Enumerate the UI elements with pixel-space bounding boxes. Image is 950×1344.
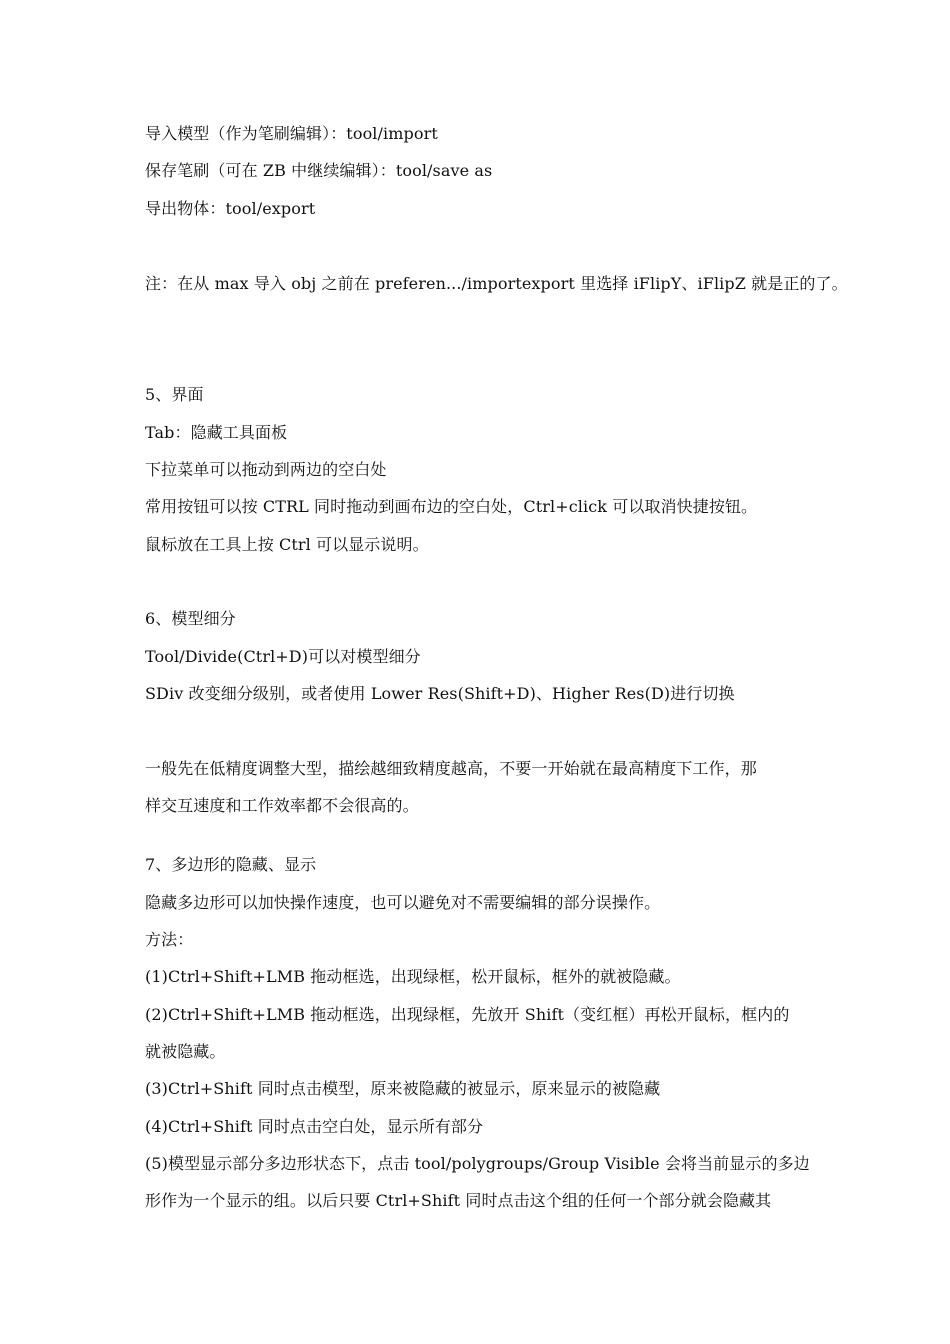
interface-item: Tab：隐藏工具面板 [145,423,288,442]
interface-item: 鼠标放在工具上按 Ctrl 可以显示说明。 [145,535,429,554]
method-item: (1)Ctrl+Shift+LMB 拖动框选，出现绿框，松开鼠标，框外的就被隐藏。 [145,967,681,986]
method-item-continuation: 就被隐藏。 [145,1042,226,1061]
method-item: (3)Ctrl+Shift 同时点击模型，原来被隐藏的被显示，原来显示的被隐藏 [145,1079,661,1098]
polygon-hide-intro: 隐藏多边形可以加快操作速度，也可以避免对不需要编辑的部分误操作。 [145,893,661,912]
method-item: (4)Ctrl+Shift 同时点击空白处，显示所有部分 [145,1117,484,1136]
import-model-line: 导入模型（作为笔刷编辑）：tool/import [145,124,438,143]
method-item: (5)模型显示部分多边形状态下，点击 tool/polygroups/Group Visible 会将当前显示的多边 [145,1154,810,1173]
subdivision-paragraph-line: 一般先在低精度调整大型，描绘越细致精度越高，不要一开始就在最高精度下工作，那 [145,759,757,778]
interface-item: 常用按钮可以按 CTRL 同时拖动到画布边的空白处，Ctrl+click 可以取消快捷按钮。 [145,497,758,516]
method-label: 方法： [145,930,194,949]
interface-item: 下拉菜单可以拖动到两边的空白处 [145,460,387,479]
section-heading-subdivision: 6、模型细分 [145,609,236,628]
save-brush-line: 保存笔刷（可在 ZB 中继续编辑）：tool/save as [145,161,493,180]
subdivision-item: SDiv 改变细分级别，或者使用 Lower Res(Shift+D)、Higher Res(D)进行切换 [145,684,735,703]
section-heading-interface: 5、界面 [145,385,204,404]
export-object-line: 导出物体：tool/export [145,199,316,218]
method-item-continuation: 形作为一个显示的组。以后只要 Ctrl+Shift 同时点击这个组的任何一个部分就会隐藏其 [145,1191,772,1210]
subdivision-paragraph-line: 样交互速度和工作效率都不会很高的。 [145,796,419,815]
method-item: (2)Ctrl+Shift+LMB 拖动框选，出现绿框，先放开 Shift（变红框）再松开鼠标，框内的 [145,1005,790,1024]
section-heading-polygon-hide: 7、多边形的隐藏、显示 [145,855,317,874]
import-note: 注：在从 max 导入 obj 之前在 preferen.../importexport 里选择 iFlipY、iFlipZ 就是正的了。 [145,274,848,293]
subdivision-item: Tool/Divide(Ctrl+D)可以对模型细分 [145,647,421,666]
